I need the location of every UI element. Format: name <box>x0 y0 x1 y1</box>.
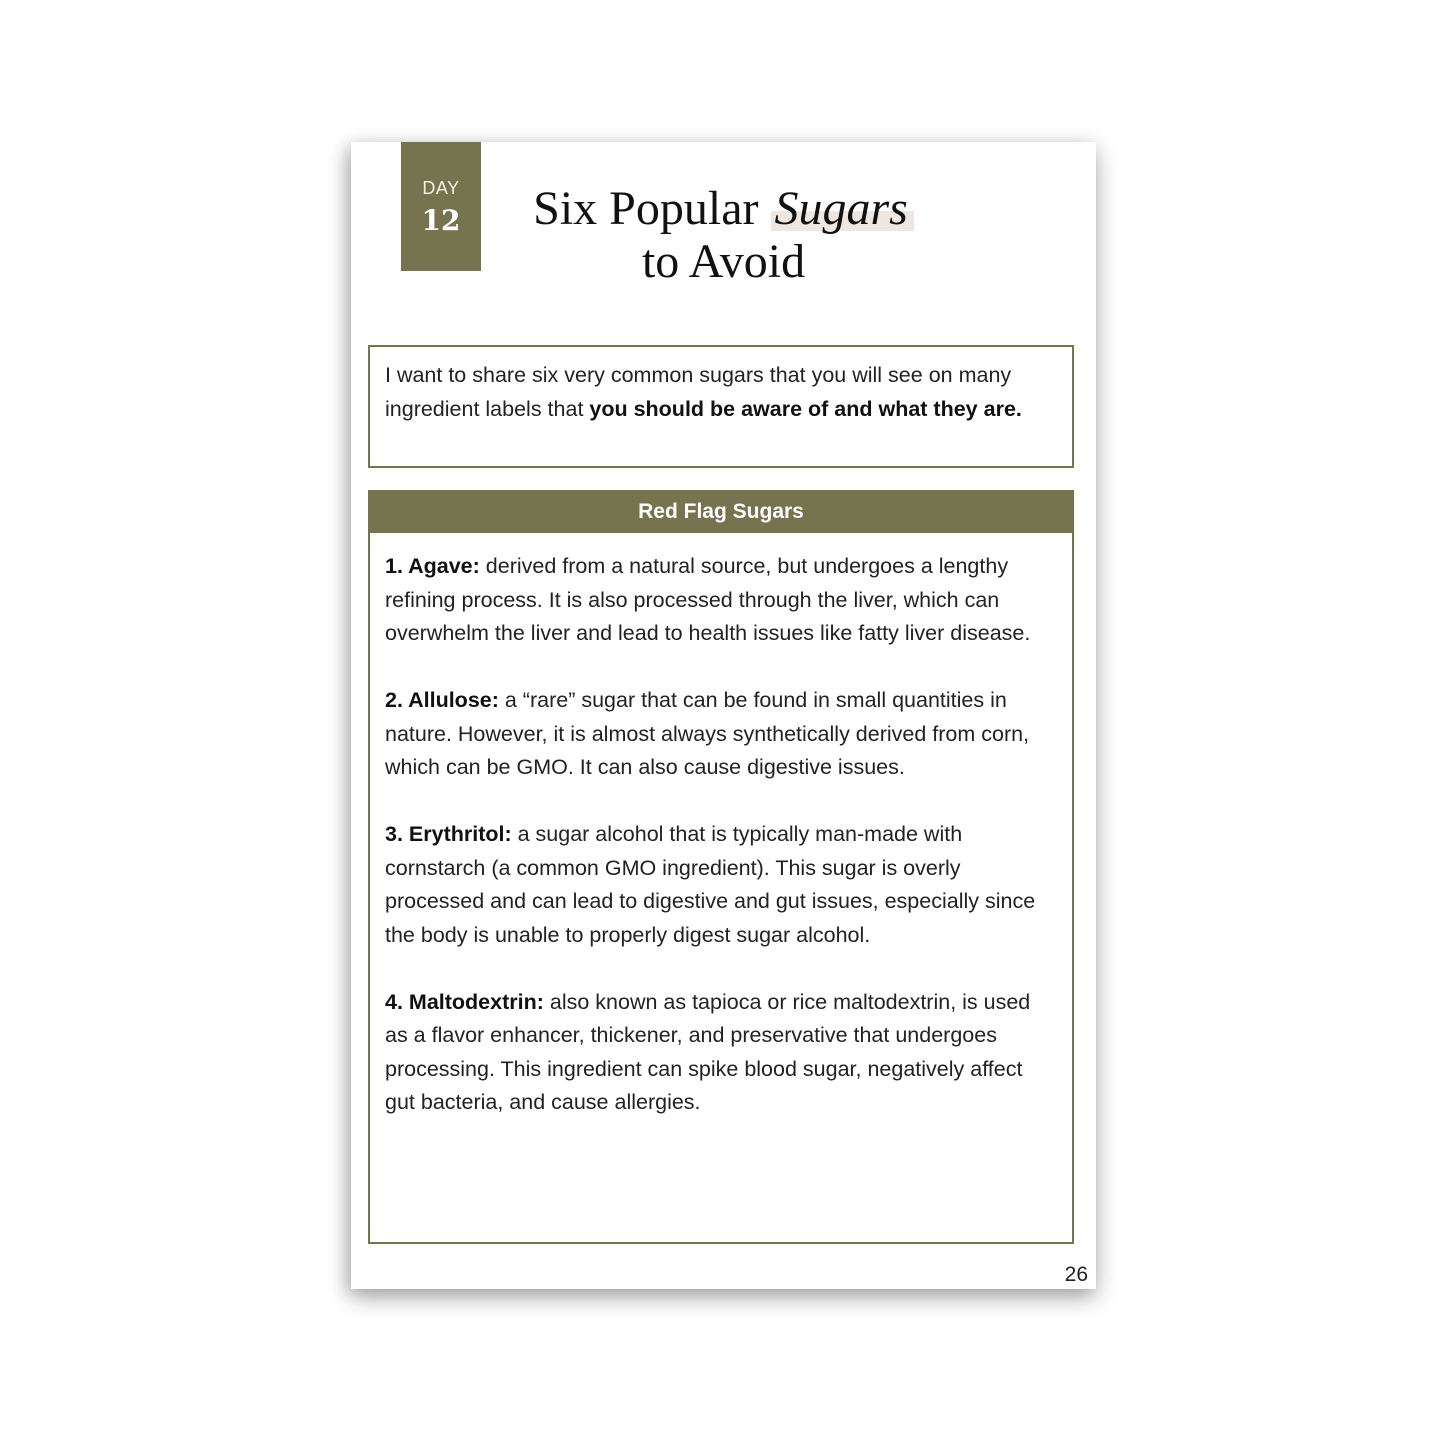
day-tab <box>401 142 481 271</box>
red-flag-heading: Red Flag Sugars <box>370 492 1072 533</box>
document-page <box>351 142 1096 1289</box>
item-description: a “rare” sugar that can be found in small quantities in nature. However, it is almost always synthetically derived from corn, which can be GMO. It can also cause digestive issues. <box>385 688 1030 779</box>
red-flag-list <box>370 533 1072 1120</box>
item-description: a sugar alcohol that is typically man-made with cornstarch (a common GMO ingredient). This sugar is overly processed and can lead to digestive and gut issues, especially since the body is unable to properly digest sugar alcohol. <box>385 822 1036 947</box>
intro-bold-text: you should be aware of and what they are. <box>589 396 1022 421</box>
intro-text: I want to share six very common sugars that you will see on many ingredient labels that <box>385 363 1012 421</box>
page-number: 26 <box>1064 1263 1088 1286</box>
title-emphasis: Sugars <box>771 182 914 235</box>
day-label: DAY <box>422 178 460 198</box>
page-title <box>501 182 946 288</box>
list-item <box>385 684 1058 785</box>
item-description: derived from a natural source, but undergoes a lengthy refining process. It is also processed through the liver, which can overwhelm the liver and lead to health issues like fatty liver disease. <box>385 554 1031 645</box>
item-name: 4. Maltodextrin: <box>385 989 544 1014</box>
list-item <box>385 818 1058 952</box>
item-name: 1. Agave: <box>385 554 480 578</box>
title-part2: to Avoid <box>641 235 806 288</box>
list-item <box>385 550 1058 651</box>
list-item <box>385 986 1058 1120</box>
title-part1: Six Popular <box>533 182 759 235</box>
intro-box <box>368 345 1074 468</box>
red-flag-box <box>368 490 1074 1244</box>
item-description: also known as tapioca or rice maltodextrin, is used as a flavor enhancer, thickener, and preservative that undergoes processing. This ingredient can spike blood sugar, negatively affect gut bacteria, and cause allergies. <box>385 989 1031 1114</box>
item-name: 3. Erythritol: <box>385 822 512 846</box>
item-name: 2. Allulose: <box>385 688 499 712</box>
day-number: 12 <box>421 204 461 237</box>
